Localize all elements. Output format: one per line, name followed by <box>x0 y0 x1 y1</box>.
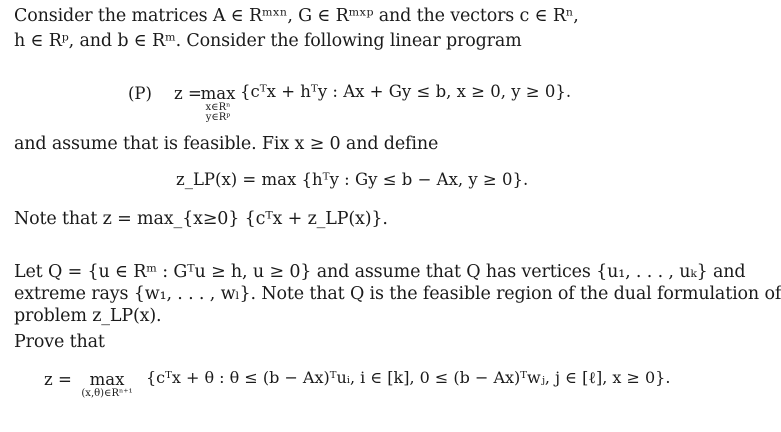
paragraph-3-line-1: Let Q = {u ∈ Rᵐ : Gᵀu ≥ h, u ≥ 0} and assume that Q has vertices {u₁, . . . , uₖ} and <box>14 262 746 282</box>
lp-sub-x: x∈Rⁿ <box>205 102 231 113</box>
lp-max: max <box>200 84 236 103</box>
paragraph-2: and assume that is feasible. Fix x ≥ 0 and define <box>14 134 439 154</box>
lp-label: (P) <box>128 84 152 103</box>
final-body: {cᵀx + θ : θ ≤ (b − Ax)ᵀuᵢ, i ∈ [k], 0 ≤ (b − Ax)ᵀwⱼ, j ∈ [ℓ], x ≥ 0}. <box>146 368 671 387</box>
paragraph-3-line-2: extreme rays {w₁, . . . , wₗ}. Note that Q is the feasible region of the dual formulation of <box>14 284 781 304</box>
lp-sub-y: y∈Rᵖ <box>205 112 231 123</box>
final-sub: (x,θ)∈Rⁿ⁺¹ <box>81 388 133 399</box>
paragraph-3-line-3: problem z_LP(x). <box>14 306 162 326</box>
prove-heading: Prove that <box>14 332 105 352</box>
lp-lhs: z = <box>174 84 202 103</box>
paragraph-1-line-1: Consider the matrices A ∈ Rᵐˣⁿ, G ∈ Rᵐˣᵖ and the vectors c ∈ Rⁿ, <box>14 6 579 26</box>
note-equation: Note that z = max_{x≥0} {cᵀx + z_LP(x)}. <box>14 209 388 229</box>
paragraph-1-line-2: h ∈ Rᵖ, and b ∈ Rᵐ. Consider the following linear program <box>14 31 522 51</box>
final-max-operator <box>70 370 144 399</box>
zlp-definition: z_LP(x) = max {hᵀy : Gy ≤ b − Ax, y ≥ 0}. <box>176 170 529 189</box>
lp-objective-constraints: {cᵀx + hᵀy : Ax + Gy ≤ b, x ≥ 0, y ≥ 0}. <box>240 82 572 101</box>
lp-max-operator <box>200 84 236 123</box>
final-max: max <box>89 370 125 389</box>
final-lhs: z = <box>44 370 72 389</box>
